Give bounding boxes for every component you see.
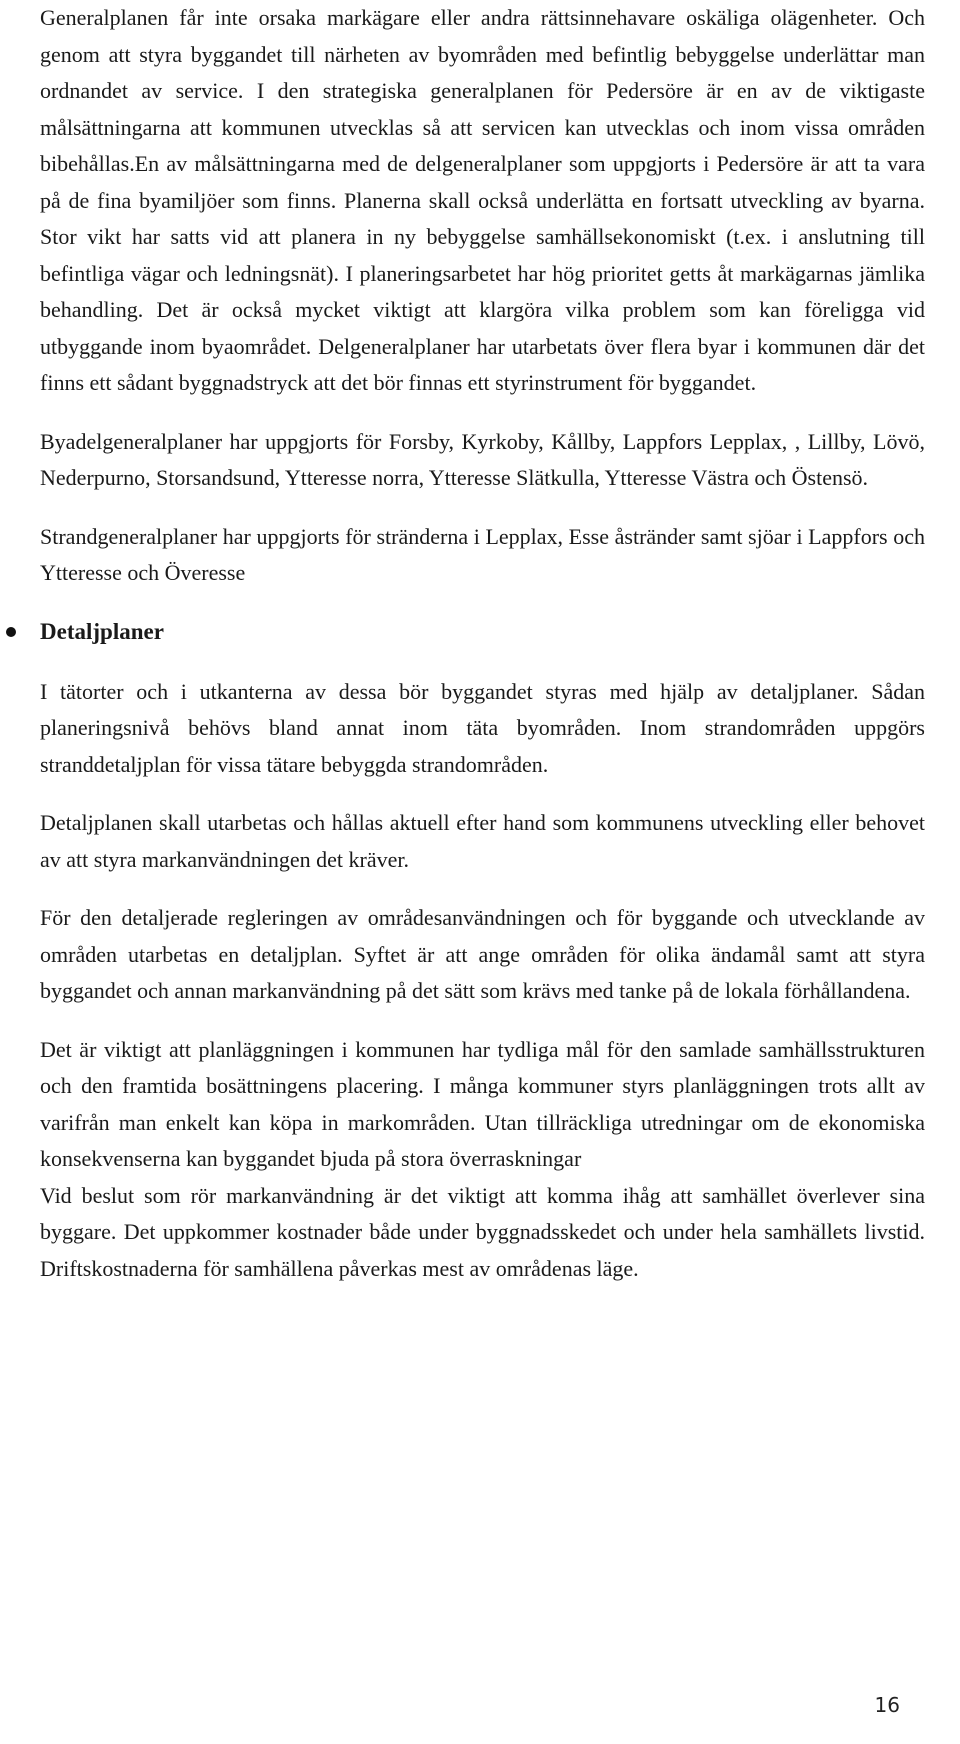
paragraph-generalplan-intro: Generalplanen får inte orsaka markägare eller andra rättsinnehavare oskäliga olägenheter. Och genom att styra byggandet till närheten av byområden med befintlig bebyggelse underlättar man ordnandet av service. I den strategiska generalplanen för Pedersöre är en av de viktigaste målsättningarna att kommunen utvecklas så att servicen kan utvecklas och inom vissa områden bibehållas.En av målsättningarna med de delgeneralplaner som uppgjorts i Pedersöre är att ta vara på de fina byamiljöer som finns. Planerna skall också underlätta en fortsatt utveckling av byarna. Stor vikt har satts vid att planera in ny bebyggelse samhällsekonomiskt (t.ex. i anslutning till befintliga vägar och ledningsnät). I planeringsarbetet har hög prioritet getts åt markägarnas jämlika behandling. Det är också mycket viktigt att klargöra vilka problem som kan föreligga vid utbyggande inom byaområdet. Delgeneralplaner har utarbetats över flera byar i kommunen där det finns ett sådant byggnadstryck att det bör finnas ett styrinstrument för byggandet. (40, 5, 925, 395)
paragraph-strandgeneralplaner: Strandgeneralplaner har uppgjorts för stränderna i Lepplax, Esse åstränder samt sjöar i Lappfors och Ytteresse och Överesse (40, 523, 925, 585)
paragraph-vid-beslut: Vid beslut som rör markanvändning är det viktigt att komma ihåg att samhället överlever sina byggare. Det uppkommer kostnader både under byggnadsskedet och under hela samhällets livstid. Driftskostnaderna för samhällena påverkas mest av områdenas läge. (40, 1182, 925, 1281)
section-heading: Detaljplaner (40, 618, 164, 644)
bullet-icon (6, 627, 16, 637)
paragraph-planlaggningen: Det är viktigt att planläggningen i kommunen har tydliga mål för den samlade samhällsstrukturen och den framtida bosättningens placering. I många kommuner styrs planläggningen trots allt av varifrån man enkelt kan köpa in markområden. Utan tillräckliga utredningar om de ekonomiska konsekvenserna kan byggandet bjuda på stora överraskningar (40, 1036, 925, 1171)
paragraph-detaljplan-aktuell: Detaljplanen skall utarbetas och hållas aktuell efter hand som kommunens utveckling eller behovet av att styra markanvändningen det kräver. (40, 810, 925, 872)
document-page (40, 0, 925, 1287)
paragraph-byadelgeneralplaner: Byadelgeneralplaner har uppgjorts för Forsby, Kyrkoby, Kållby, Lappfors Lepplax, , Lillby, Lövö, Nederpurno, Storsandsund, Ytteresse norra, Ytteresse Slätkulla, Ytteresse Västra och Östensö. (40, 428, 925, 490)
page-number: 16 (874, 1693, 900, 1717)
paragraph-tatorter: I tätorter och i utkanterna av dessa bör byggandet styras med hjälp av detaljplaner. Sådan planeringsnivå behövs bland annat inom täta byområden. Inom strandområden uppgörs stranddetaljplan för vissa tätare bebyggda strandområden. (40, 678, 925, 777)
paragraph-detaljerade-regleringen: För den detaljerade regleringen av områdesanvändningen och för byggande och utvecklande av områden utarbetas en detaljplan. Syftet är att ange områden för olika ändamål samt att styra byggandet och annan markanvändning på det sätt som krävs med tanke på de lokala förhållandena. (40, 905, 925, 1003)
section-heading-row (40, 614, 925, 650)
